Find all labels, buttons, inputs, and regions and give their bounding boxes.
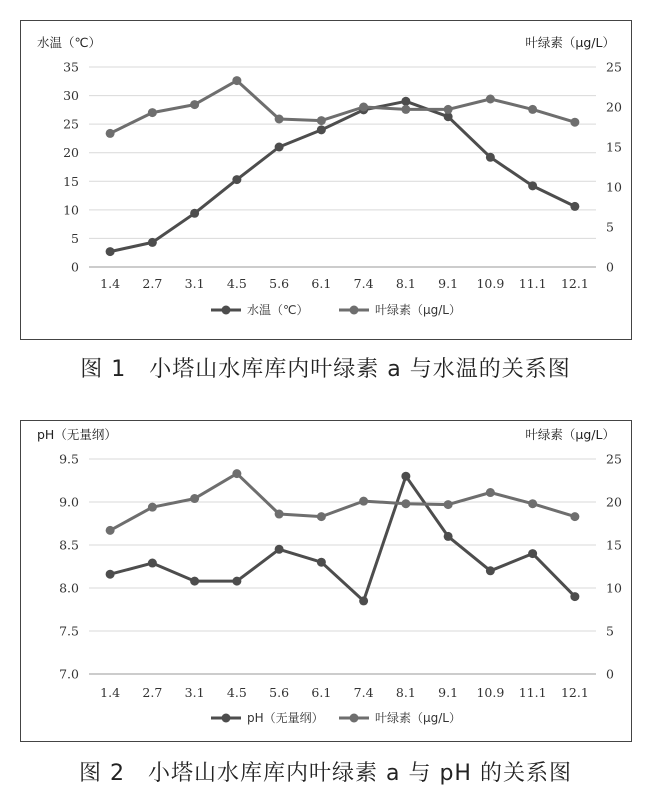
chart-1-right-tick-label: 5	[606, 219, 614, 235]
chart-1-series-2-point	[444, 105, 453, 114]
chart-1-legend-label: 叶绿素（μg/L）	[375, 303, 461, 317]
chart-2-legend-swatch-marker	[350, 714, 359, 723]
chart-1-series-1-point	[317, 125, 326, 134]
chart-1-x-tick-label: 10.9	[476, 276, 505, 291]
chart-1-legend-swatch-marker	[222, 306, 231, 315]
chart-1-x-tick-label: 1.4	[100, 276, 121, 291]
chart-2-series-1-point	[148, 559, 157, 568]
chart-2-left-tick-label: 7.0	[59, 666, 79, 682]
chart-1-x-tick-label: 9.1	[438, 276, 459, 291]
chart-1-series-1-point	[232, 175, 241, 184]
chart-2-series-1-point	[486, 566, 495, 575]
chart-1-right-tick-label: 0	[606, 259, 614, 275]
chart-panel-1	[20, 20, 632, 340]
chart-1-legend-label: 水温（℃）	[247, 303, 309, 317]
chart-1-series-2-point	[232, 76, 241, 85]
chart-2-series-1-point	[359, 596, 368, 605]
chart-2-svg	[21, 421, 631, 741]
chart-1-right-tick-label: 10	[606, 179, 622, 195]
chart-1-svg	[21, 21, 631, 339]
chart-1-caption: 图 1 小塔山水库库内叶绿素 a 与水温的关系图	[80, 357, 571, 382]
chart-2-series-2-point	[275, 510, 284, 519]
chart-1-series-1-point	[570, 202, 579, 211]
chart-1-series-2-point	[317, 116, 326, 125]
chart-1-series-2-point	[148, 108, 157, 117]
chart-1-x-tick-label: 5.6	[269, 276, 290, 291]
chart-1-x-tick-label: 2.7	[142, 276, 163, 291]
chart-2-series-2-point	[148, 503, 157, 512]
chart-2-left-tick-label: 8.5	[59, 537, 79, 553]
chart-2-series-2-point	[106, 526, 115, 535]
chart-2-legend-label: pH（无量纲）	[247, 711, 324, 725]
chart-2-series-2-point	[528, 499, 537, 508]
chart-2-left-axis-title: pH（无量纲）	[37, 427, 117, 442]
chart-2-series-2-point	[444, 500, 453, 509]
chart-2-series-2-point	[359, 497, 368, 506]
chart-2-series-1-point	[190, 577, 199, 586]
chart-2-right-axis-title: 叶绿素（μg/L）	[525, 427, 615, 442]
chart-2-series-1-point	[275, 545, 284, 554]
chart-2-series-1-point	[444, 532, 453, 541]
chart-2-series-2-point	[190, 494, 199, 503]
chart-1-right-tick-label: 20	[606, 99, 622, 115]
chart-1-x-tick-label: 6.1	[311, 276, 332, 291]
chart-1-series-1-point	[148, 238, 157, 247]
chart-1-series-1-point	[275, 143, 284, 152]
chart-1-series-1-point	[401, 97, 410, 106]
chart-2-caption: 图 2 小塔山水库库内叶绿素 a 与 pH 的关系图	[79, 761, 572, 786]
chart-2-x-tick-label: 7.4	[353, 685, 374, 700]
chart-1-series-2-point	[570, 118, 579, 127]
chart-1-series-2-point	[359, 103, 368, 112]
chart-2-series-2-point	[401, 499, 410, 508]
chart-2-right-tick-label: 15	[606, 537, 622, 553]
chart-2-x-tick-label: 6.1	[311, 685, 332, 700]
chart-1-left-tick-label: 25	[63, 116, 79, 132]
chart-2-x-tick-label: 1.4	[100, 685, 121, 700]
chart-1-legend-swatch-marker	[350, 306, 359, 315]
chart-panel-2	[20, 420, 632, 742]
chart-1-x-tick-label: 8.1	[395, 276, 416, 291]
chart-2-right-tick-label: 20	[606, 494, 622, 510]
chart-1-left-tick-label: 35	[63, 59, 79, 75]
chart-1-left-tick-label: 0	[71, 259, 79, 275]
chart-2-series-2-point	[486, 488, 495, 497]
chart-1-x-tick-label: 11.1	[518, 276, 547, 291]
chart-2-x-tick-label: 3.1	[184, 685, 205, 700]
chart-2-series-1-point	[528, 549, 537, 558]
chart-1-x-tick-label: 4.5	[226, 276, 247, 291]
chart-1-series-2-point	[401, 105, 410, 114]
chart-1-series-2-point	[275, 115, 284, 124]
chart-1-left-tick-label: 15	[63, 173, 79, 189]
chart-1-left-tick-label: 5	[71, 230, 79, 246]
chart-2-series-1-point	[317, 558, 326, 567]
chart-2-legend-swatch-marker	[222, 714, 231, 723]
chart-2-right-tick-label: 25	[606, 451, 622, 467]
chart-1-left-tick-label: 20	[63, 145, 79, 161]
chart-2-series-2-point	[570, 512, 579, 521]
chart-2-series-1-point	[106, 570, 115, 579]
chart-1-series-2-point	[486, 95, 495, 104]
chart-2-x-tick-label: 10.9	[476, 685, 505, 700]
chart-1-series-1-point	[190, 209, 199, 218]
chart-2-x-tick-label: 9.1	[438, 685, 459, 700]
chart-2-x-tick-label: 5.6	[269, 685, 290, 700]
chart-1-series-2-point	[106, 129, 115, 138]
chart-1-right-axis-title: 叶绿素（μg/L）	[525, 35, 615, 50]
chart-2-series-2-point	[232, 469, 241, 478]
chart-2-x-tick-label: 12.1	[560, 685, 589, 700]
chart-1-x-tick-label: 12.1	[560, 276, 589, 291]
chart-1-x-tick-label: 7.4	[353, 276, 374, 291]
chart-1-series-1-point	[528, 181, 537, 190]
chart-2-x-tick-label: 2.7	[142, 685, 163, 700]
chart-1-series-2-point	[528, 105, 537, 114]
chart-2-series-1-point	[570, 592, 579, 601]
chart-2-right-tick-label: 0	[606, 666, 614, 682]
chart-2-x-tick-label: 8.1	[395, 685, 416, 700]
chart-2-right-tick-label: 10	[606, 580, 622, 596]
chart-2-x-tick-label: 11.1	[518, 685, 547, 700]
chart-1-series-2-line	[110, 81, 575, 134]
chart-2-right-tick-label: 5	[606, 623, 614, 639]
chart-1-series-1-point	[486, 153, 495, 162]
chart-1-right-tick-label: 25	[606, 59, 622, 75]
chart-1-series-2-point	[190, 100, 199, 109]
chart-2-left-tick-label: 9.5	[59, 451, 79, 467]
chart-1-left-axis-title: 水温（℃）	[37, 35, 102, 50]
chart-2-left-tick-label: 7.5	[59, 623, 79, 639]
chart-2-series-1-point	[401, 472, 410, 481]
chart-1-x-tick-label: 3.1	[184, 276, 205, 291]
chart-1-left-tick-label: 30	[63, 88, 79, 104]
chart-2-x-tick-label: 4.5	[226, 685, 247, 700]
chart-2-left-tick-label: 9.0	[59, 494, 79, 510]
chart-1-right-tick-label: 15	[606, 139, 622, 155]
chart-2-series-1-point	[232, 577, 241, 586]
chart-2-legend-label: 叶绿素（μg/L）	[375, 711, 461, 725]
chart-1-left-tick-label: 10	[63, 202, 79, 218]
chart-1-series-1-point	[106, 247, 115, 256]
chart-2-left-tick-label: 8.0	[59, 580, 79, 596]
chart-2-series-2-point	[317, 512, 326, 521]
